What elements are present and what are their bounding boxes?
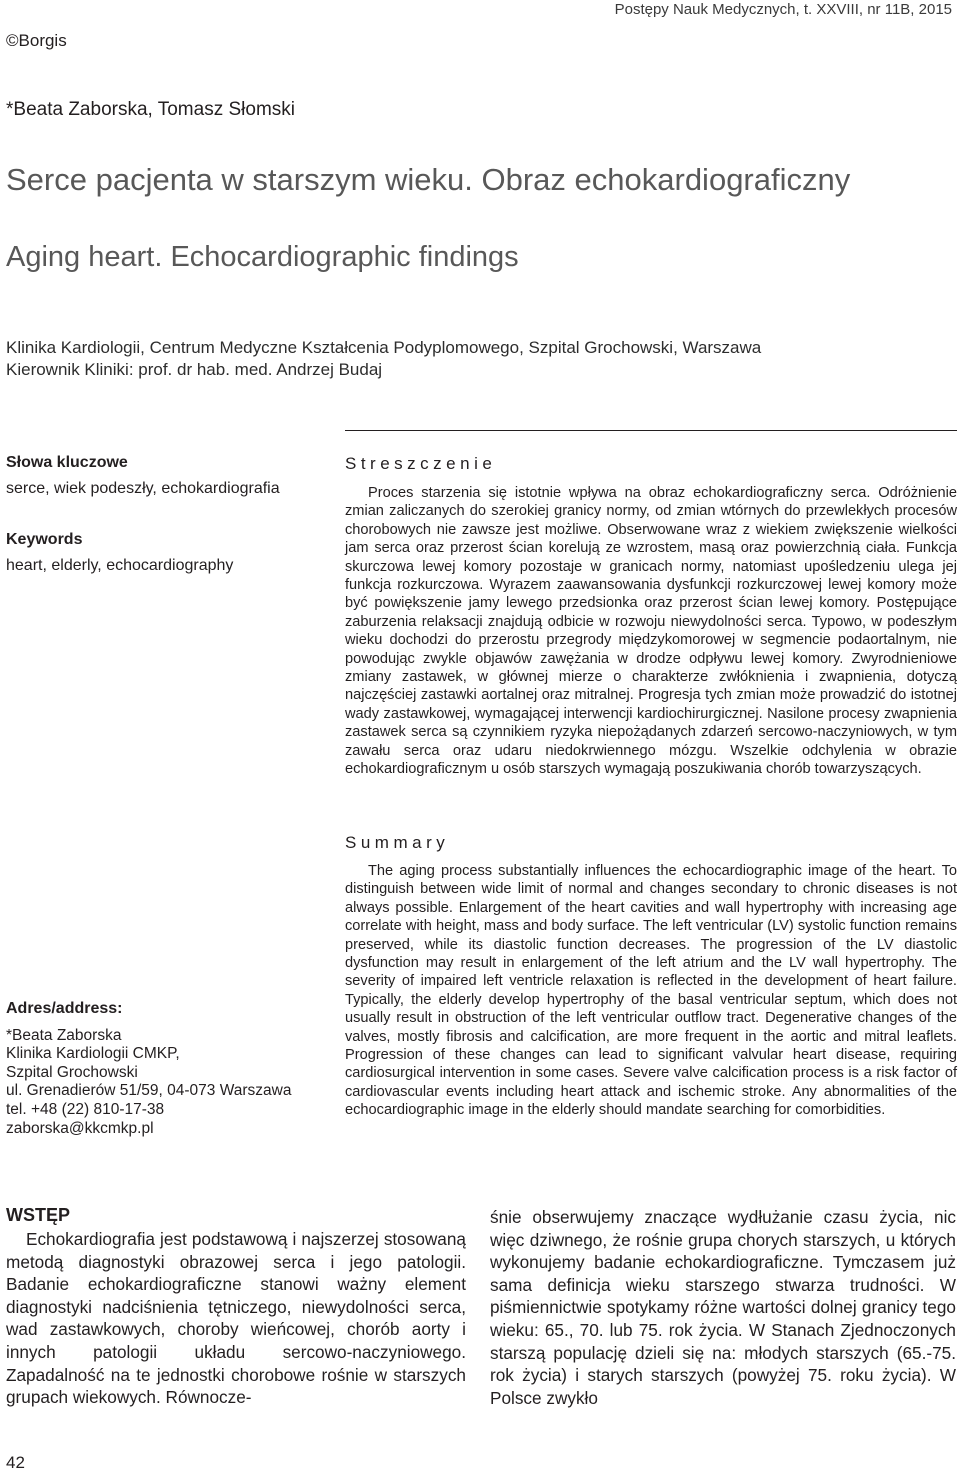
body-column-right: śnie obserwujemy znaczące wydłużanie czasu życia, nic więc dziwnego, że rośnie grupa chorych starszych, u których wykonujemy badanie echokardiograficzne. Tymczasem już sama definicja wieku starszego stwarza trudności. W piśmiennictwie spotykamy różne wartości dolnej granicy tego wieku: 65., 70. lub 75. rok życia. W Stanach Zjednoczonych starszą populację dzieli się na: młodych starszych (65.-75. rok życia) i starych starszych (powyżej 75. roku życia). W Polsce zwykło <box>490 1207 956 1408</box>
keywords-en <box>6 530 326 576</box>
address-line: *Beata Zaborska <box>6 1026 122 1044</box>
abstract-en-text: The aging process substantially influences the echocardiographic image of the heart. To distinguish between wide limit of normal and changes secondary to chronic diseases is not always possible. Enlargement of the heart cavities and wall hypertrophy with increasing age correlate with height, mass and body surface. The left ventricular (LV) systolic function remains preserved, while its diastolic function decreases. The progression of the LV diastolic dysfunction may result in enlargement of the left atrium and the LV wall hypertrophy. The severity of impaired left ventricle relaxation is reflected in the development of heart failure. Typically, the elderly develop hypertrophy of the basal ventricular septum, which does not usually result in obstruction of the left ventricular outflow tract. Degenerative changes of the valves, mostly fibrosis and calcification, are more frequent in the aortic and mitral leaflets. Progression of these changes can lead to significant valvular heart disease, requiring cardiosurgical intervention in some cases. Severe valve calcification process is a risk factor of cardiovascular events including heart attack and ischemic stroke. Any abnormalities of the echocardiographic image in the elderly should mandate searching for comorbidities. <box>345 863 957 1119</box>
body-column-left <box>6 1204 466 1409</box>
abstract-pl-text: Proces starzenia się istotnie wpływa na obraz echokardiograficzny serca. Odróżnienie zmian zaliczanych do szerokiej granicy normy, od zmian wtórnych do przewlekłych procesów chorobowych nie zawsze jest możliwe. Obserwowane wraz z wiekiem zwiększenie wielkości jam serca oraz przerost ścian korelują ze wzrostem, masą oraz powierzchnią ciała. Funkcja skurczowa lewej komory pozostaje w granicach normy, natomiast upośledzeniu ulega jej funkcja rozkurczowa. Wyrazem zaawansowania dysfunkcji rozkurczowej lewej komory może być powiększenie jamy lewego przedsionka oraz przerost ścian lewej komory. Postępujące zaburzenia relaksacji znajdują odbicie w rozwoju niewydolności serca. Typowo, w podeszłym wieku dochodzi do przerostu przegrody międzykomorowej w segmencie podaortalnym, nie powodując zwykle objawów zawężania w drodze odpływu lewej komory. Zwyrodnieniowe zmiany zastawek, w głównej mierze o charakterze zwłóknienia i zwapnienia, dotyczą najczęściej zastawki aortalnej oraz mitralnej. Progresja tych zmian może prowadzić do istotnej wady zastawkowej, wymagającej interwencji kardiochirurgicznej. Nasilone procesy zwapnienia zastawek serca są czynnikiem ryzyka niepożądanych zdarzeń sercowo-naczyniowych, w tym zawału serca oraz udaru niedokrwiennego mózgu. Wszelkie odchylenia w obrazie echokardiograficznym u osób starszych wymagają poszukiwania chorób towarzyszących. <box>345 485 957 778</box>
keywords-pl-heading: Słowa kluczowe <box>6 454 128 471</box>
address-line: ul. Grenadierów 51/59, 04-073 Warszawa <box>6 1082 292 1100</box>
address-line: Szpital Grochowski <box>6 1063 138 1081</box>
journal-citation: Postępy Nauk Medycznych, t. XXVIII, nr 11B, 2015 <box>614 1 952 18</box>
title-polish: Serce pacjenta w starszym wieku. Obraz echokardiograficzny <box>6 162 851 197</box>
abstract-pl-heading: Streszczenie <box>345 454 497 473</box>
address-email: zaborska@kkcmkp.pl <box>6 1119 154 1137</box>
address-line: Klinika Kardiologii CMKP, <box>6 1045 180 1063</box>
page-number: 42 <box>6 1453 25 1472</box>
section-heading-introduction: WSTĘP <box>6 1205 71 1225</box>
publisher: ©Borgis <box>6 31 67 50</box>
address-line: tel. +48 (22) 810-17-38 <box>6 1100 165 1118</box>
correspondence-address <box>6 1000 326 1138</box>
keywords-pl-text: serce, wiek podeszły, echokardiografia <box>6 480 280 497</box>
keywords-pl <box>6 453 326 499</box>
authors: *Beata Zaborska, Tomasz Słomski <box>6 99 295 120</box>
abstract-divider <box>345 430 957 431</box>
affiliation: Klinika Kardiologii, Centrum Medyczne Kształcenia Podyplomowego, Szpital Grochowski, Warszawa <box>6 338 762 357</box>
abstract-en-heading: Summary <box>345 833 450 852</box>
keywords-en-heading: Keywords <box>6 531 83 548</box>
title-english: Aging heart. Echocardiographic findings <box>6 241 519 273</box>
department-head: Kierownik Kliniki: prof. dr hab. med. Andrzej Budaj <box>6 360 383 379</box>
address-heading: Adres/address: <box>6 1000 123 1017</box>
keywords-en-text: heart, elderly, echocardiography <box>6 557 234 574</box>
body-text-left: Echokardiografia jest podstawową i najszerzej stosowaną metodą diagnostyki obrazowej serca i jego patologii. Badanie echokardiograficzne stanowi ważny element diagnostyki nadciśnienia tętniczego, niewydolności serca, wad zastawkowych, choroby wieńcowej, chorób aorty i innych patologii układu sercowo-naczyniowego. Zapadalność na te jednostki chorobowe rośnie w starszych grupach wiekowych. Równocze- <box>6 1229 466 1408</box>
